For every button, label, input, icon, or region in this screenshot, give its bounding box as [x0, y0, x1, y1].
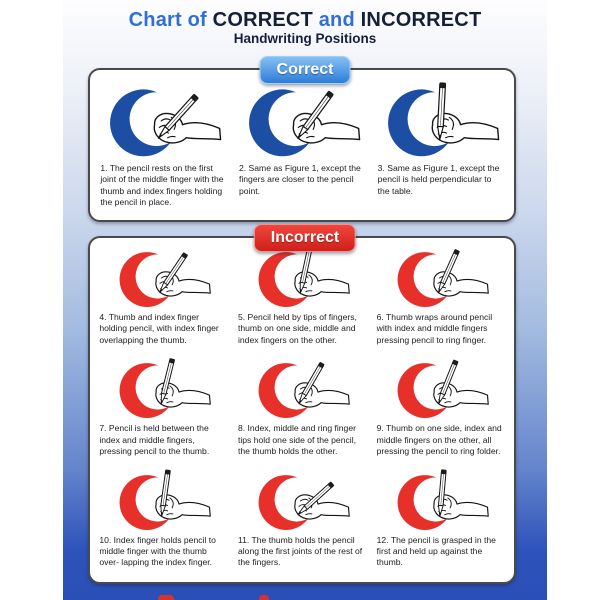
figure-caption: 11. The thumb holds the pencil along the first joints of the rest of the fingers. — [237, 534, 363, 568]
page-subtitle: Handwriting Positions — [233, 31, 377, 46]
cutoff-red-graphic — [259, 595, 269, 600]
hand-holding-pencil-icon — [107, 469, 219, 533]
incorrect-section-badge: Incorrect — [254, 224, 356, 252]
correct-panel — [88, 68, 516, 222]
figure-caption: 8. Index, middle and ring finger tips hold one side of the pencil, the thumb holds the other. — [237, 423, 356, 457]
hand-holding-pencil-icon — [107, 357, 219, 421]
figure-cell — [371, 82, 510, 216]
hand-holding-pencil-icon — [239, 82, 365, 160]
figure-cell — [233, 469, 372, 580]
figure-cell — [233, 82, 372, 216]
figure-caption: 7. Pencil is held between the index and middle fingers, pressing pencil to the thumb. — [99, 423, 210, 457]
figure-caption: 5. Pencil held by tips of fingers, thumb on one side, middle and index fingers on the other. — [237, 312, 357, 345]
correct-section-badge: Correct — [260, 56, 351, 84]
hand-holding-pencil-icon — [100, 82, 226, 160]
hand-holding-pencil-icon — [246, 357, 358, 421]
hand-holding-pencil-icon — [246, 469, 358, 533]
poster-background — [63, 0, 547, 600]
hand-holding-pencil-icon — [385, 357, 497, 421]
figure-cell — [233, 246, 372, 357]
title-correct-word: CORRECT — [212, 9, 313, 31]
fist-holding-pencil-icon — [385, 469, 497, 533]
figure-caption: 6. Thumb wraps around pencil with index and middle fingers pressing pencil to ring finger. — [376, 312, 493, 345]
page-title — [63, 9, 547, 32]
figure-cell — [94, 82, 233, 216]
hand-holding-pencil-icon — [246, 246, 358, 310]
hand-holding-pencil-icon — [107, 246, 219, 310]
incorrect-panel — [88, 236, 516, 584]
figure-caption: 10. Index finger holds pencil to middle finger with the thumb over- lapping the index finger. — [99, 534, 216, 568]
figure-cell — [371, 469, 510, 580]
cutoff-red-graphic — [158, 595, 174, 600]
title-conjunction: and — [318, 9, 355, 31]
figure-cell — [94, 246, 233, 357]
figure-cell — [371, 357, 510, 468]
figure-cell — [233, 357, 372, 468]
correct-figures-grid — [90, 70, 514, 220]
figure-cell — [94, 469, 233, 580]
figure-caption: 4. Thumb and index finger holding pencil, with index finger overlapping the thumb. — [99, 312, 219, 345]
figure-cell — [94, 357, 233, 468]
figure-cell — [371, 246, 510, 357]
figure-caption: 1. The pencil rests on the first joint of the middle finger with the thumb and index fingers holding the pencil in place. — [100, 163, 224, 208]
title-incorrect-word: INCORRECT — [360, 9, 482, 31]
hand-holding-pencil-icon — [385, 246, 497, 310]
hand-holding-pencil-icon — [378, 82, 504, 160]
figure-caption: 3. Same as Figure 1, except the pencil is held perpendicular to the table. — [377, 163, 500, 196]
figure-caption: 9. Thumb on one side, index and middle fingers on the other, all pressing the pencil to ring folder. — [376, 423, 502, 457]
incorrect-figures-grid — [90, 238, 514, 582]
title-prefix: Chart of — [128, 9, 207, 31]
figure-caption: 2. Same as Figure 1, except the fingers are closer to the pencil point. — [238, 163, 361, 196]
figure-caption: 12. The pencil is grasped in the first and held up against the thumb. — [376, 534, 496, 568]
